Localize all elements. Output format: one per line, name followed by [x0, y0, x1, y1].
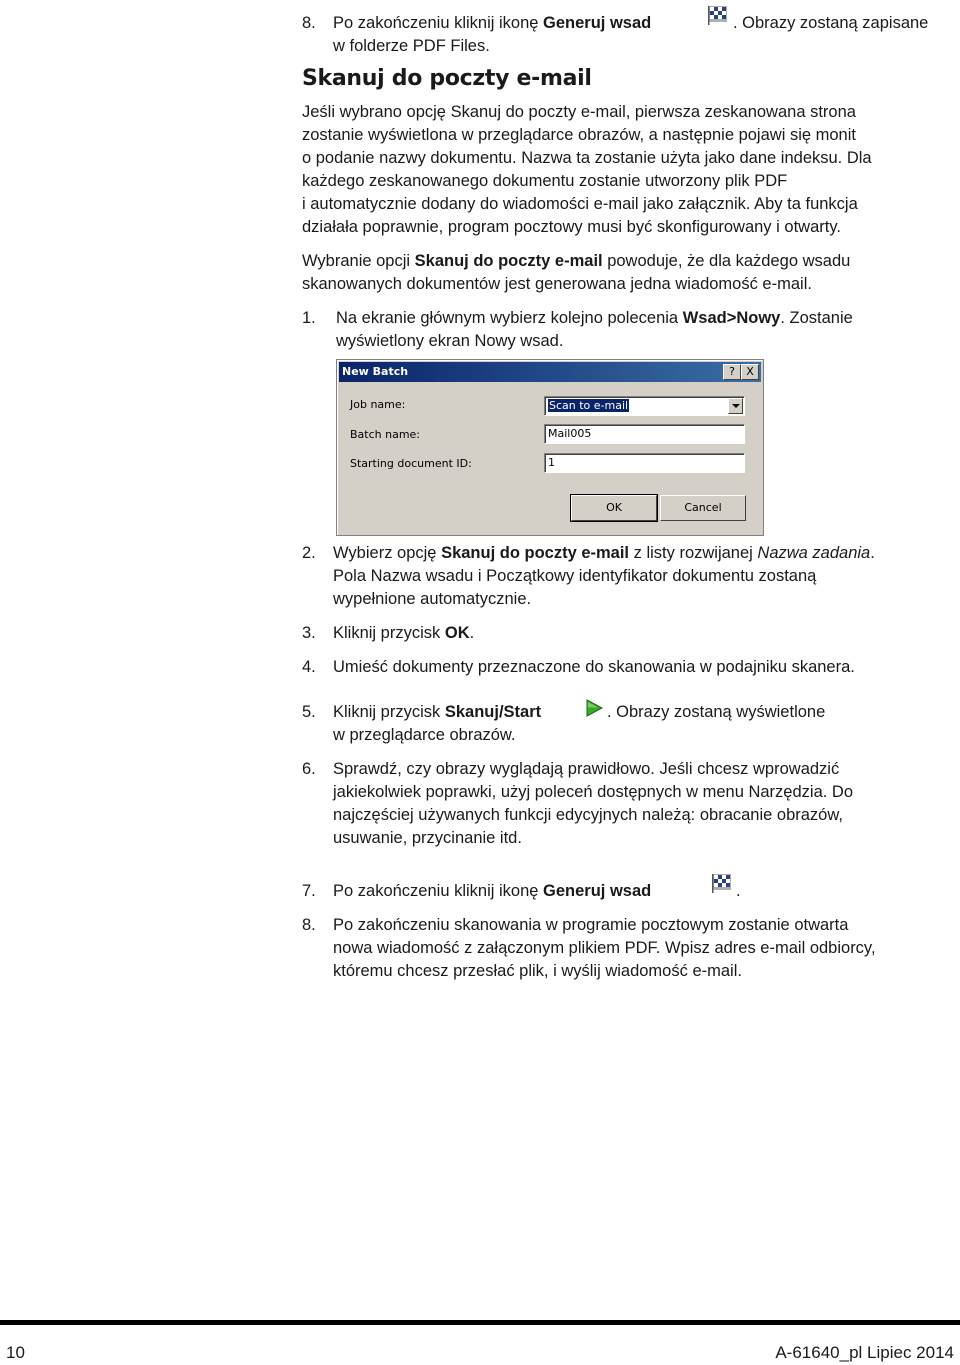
generate-batch-icon [710, 872, 734, 894]
step-7-line: Po zakończeniu kliknij ikonę Generuj wsad [333, 882, 652, 900]
top-item-line1: Po zakończeniu kliknij ikonę Generuj wsad [333, 14, 652, 32]
paragraph-line: o podanie nazwy dokumentu. Nazwa ta zostanie użyta jako dane indeksu. Dla [302, 149, 872, 167]
batch-name-value: Mail005 [548, 427, 592, 440]
step-number: 5. [302, 703, 316, 721]
paragraph-line: działała poprawnie, program pocztowy musi być skonfigurowany i otwarty. [302, 218, 841, 236]
step-number: 7. [302, 882, 316, 900]
step-number: 3. [302, 624, 316, 642]
step-number: 4. [302, 658, 316, 676]
paragraph-line: i automatycznie dodany do wiadomości e-mail jako załącznik. Aby ta funkcja [302, 195, 858, 213]
step-2-line3: wypełnione automatycznie. [333, 590, 532, 608]
step-2-line2: Pola Nazwa wsadu i Początkowy identyfikator dokumentu zostaną [333, 567, 817, 585]
step-number: 1. [302, 309, 316, 327]
cancel-button[interactable]: Cancel [660, 495, 746, 521]
chevron-down-icon[interactable] [728, 398, 743, 414]
generate-batch-icon [706, 4, 730, 26]
top-item-line1-end: . Obrazy zostaną zapisane [733, 14, 929, 32]
start-id-label: Starting document ID: [350, 457, 472, 470]
paragraph-line: Wybranie opcji Skanuj do poczty e-mail powoduje, że dla każdego wsadu [302, 252, 851, 270]
top-item-line2: w folderze PDF Files. [333, 37, 490, 55]
paragraph-line: zostanie wyświetlona w przeglądarce obrazów, a następnie pojawi się monit [302, 126, 856, 144]
batch-name-label: Batch name: [350, 428, 421, 441]
job-name-value: Scan to e-mail [549, 399, 629, 412]
step-1-line1: Na ekranie głównym wybierz kolejno polecenia Wsad>Nowy. Zostanie [336, 309, 853, 327]
step-number: 2. [302, 544, 316, 562]
step-6-line: usuwanie, przycinanie itd. [333, 829, 522, 847]
paragraph-line: skanowanych dokumentów jest generowana jedna wiadomość e-mail. [302, 275, 812, 293]
item-number: 8. [302, 14, 316, 32]
step-5-line1: Kliknij przycisk Skanuj/Start [333, 703, 542, 721]
step-4-line: Umieść dokumenty przeznaczone do skanowania w podajniku skanera. [333, 658, 855, 676]
step-2-line1: Wybierz opcję Skanuj do poczty e-mail z listy rozwijanej Nazwa zadania. [333, 544, 875, 562]
document-id: A-61640_pl Lipiec 2014 [775, 1343, 954, 1362]
paragraph-line: każdego zeskanowanego dokumentu zostanie utworzony plik PDF [302, 172, 788, 190]
step-1-line2: wyświetlony ekran Nowy wsad. [336, 332, 564, 350]
step-6-line: jakiekolwiek poprawki, użyj poleceń dostępnych w menu Narzędzia. Do [333, 783, 854, 801]
step-8-line: Po zakończeniu skanowania w programie pocztowym zostanie otwarta [333, 916, 849, 934]
close-button[interactable]: X [741, 364, 759, 380]
job-name-label: Job name: [350, 398, 406, 411]
step-7-end: . [736, 882, 741, 900]
step-6-line: najczęściej używanych funkcji edycyjnych należą: obracanie obrazów, [333, 806, 843, 824]
step-6-line: Sprawdź, czy obrazy wyglądają prawidłowo. Jeśli chcesz wprowadzić [333, 760, 840, 778]
batch-name-field[interactable] [544, 424, 745, 444]
step-8-line: nowa wiadomość z załączonym plikiem PDF. Wpisz adres e-mail odbiorcy, [333, 939, 876, 957]
step-number: 6. [302, 760, 316, 778]
paragraph-line: Jeśli wybrano opcję Skanuj do poczty e-mail, pierwsza zeskanowana strona [302, 103, 856, 121]
step-8-line: któremu chcesz przesłać plik, i wyślij wiadomość e-mail. [333, 962, 742, 980]
new-batch-dialog [336, 359, 764, 536]
step-3-line: Kliknij przycisk OK. [333, 624, 475, 642]
section-heading: Skanuj do poczty e-mail [302, 66, 592, 91]
step-5-line2: w przeglądarce obrazów. [333, 726, 516, 744]
step-5-line1-end: . Obrazy zostaną wyświetlone [607, 703, 826, 721]
step-number: 8. [302, 916, 316, 934]
help-button[interactable]: ? [723, 364, 741, 380]
job-name-dropdown[interactable] [544, 396, 745, 416]
page-number: 10 [6, 1343, 25, 1362]
dialog-title: New Batch [342, 365, 409, 378]
dialog-titlebar [339, 362, 761, 382]
start-id-value: 1 [548, 456, 555, 469]
footer-rule [0, 1320, 960, 1325]
ok-button[interactable]: OK [571, 495, 657, 521]
scan-start-icon [583, 698, 605, 718]
start-id-field[interactable] [544, 453, 745, 473]
